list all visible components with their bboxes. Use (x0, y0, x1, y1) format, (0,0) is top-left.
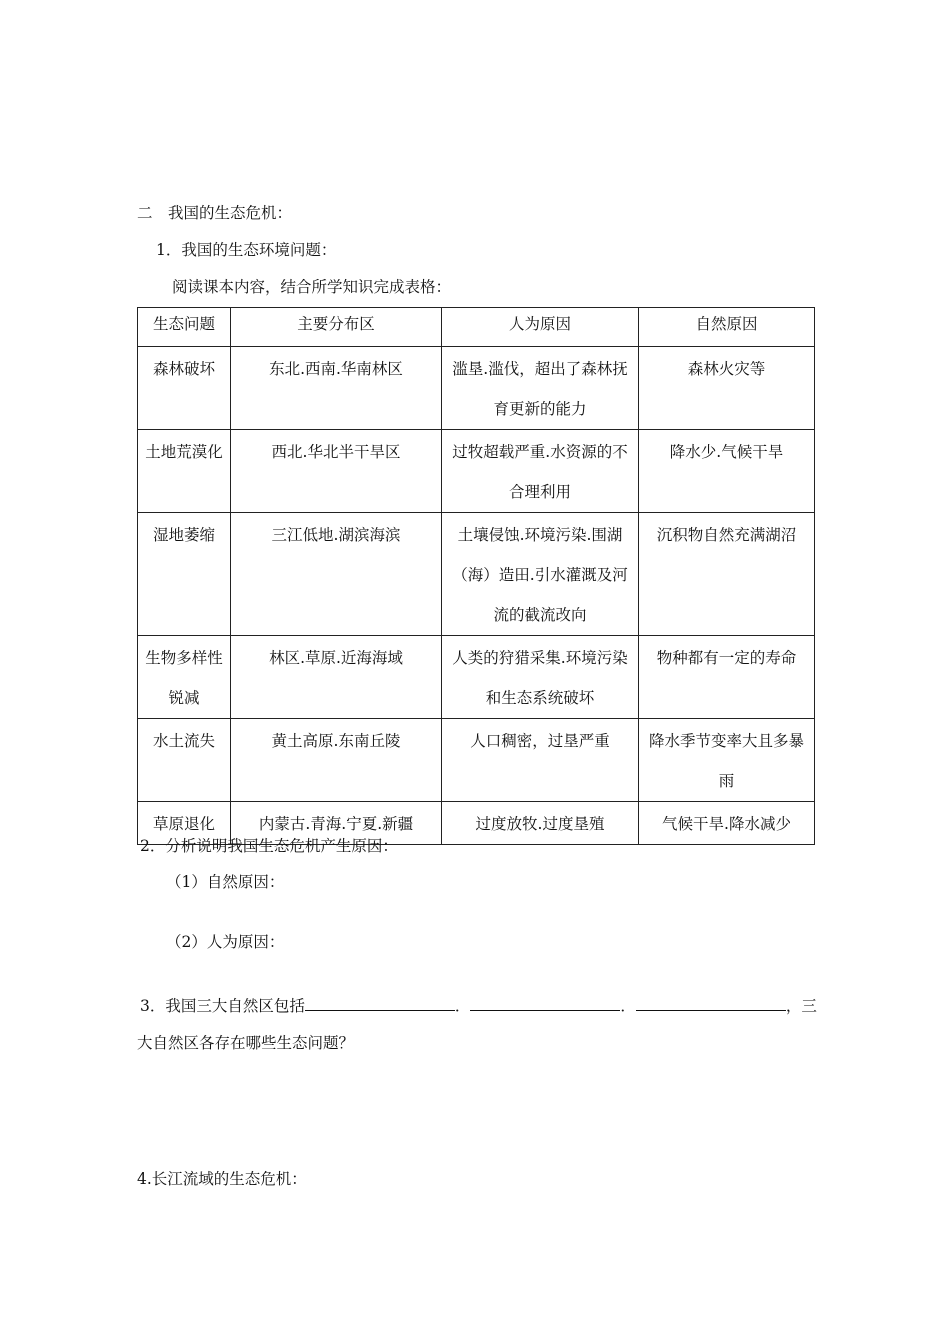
table-row (138, 347, 815, 430)
area-cell: 三江低地.湖滨海滨 (231, 513, 442, 636)
item1-title: 1．我国的生态环境问题： (156, 241, 337, 259)
answer-blank-3[interactable] (636, 994, 786, 1011)
natural-cause-cell: 降水季节变率大且多暴雨 (639, 719, 815, 802)
item3-prefix: 3．我国三大自然区包括 (140, 997, 305, 1015)
item2-human-cause-label: （2）人为原因： (166, 933, 285, 951)
human-cause-cell: 过牧超载严重.水资源的不合理利用 (442, 430, 639, 513)
natural-cause-cell: 森林火灾等 (639, 347, 815, 430)
answer-blank-2[interactable] (470, 994, 620, 1011)
item3-separator: ． (454, 997, 471, 1015)
human-cause-cell: 人类的狩猎采集.环境污染和生态系统破坏 (442, 636, 639, 719)
table-row (138, 513, 815, 636)
item2-title: 2．分析说明我国生态危机产生原因： (140, 837, 398, 855)
natural-cause-cell: 降水少.气候干旱 (639, 430, 815, 513)
section-title: 二 我国的生态危机： (137, 204, 293, 222)
header-cell: 自然原因 (639, 308, 815, 347)
item3-question-line (140, 994, 817, 1016)
human-cause-cell: 滥垦.滥伐，超出了森林抚育更新的能力 (442, 347, 639, 430)
problem-cell: 水土流失 (138, 719, 231, 802)
area-cell: 林区.草原.近海海域 (231, 636, 442, 719)
problem-cell: 土地荒漠化 (138, 430, 231, 513)
item2-natural-cause-label: （1）自然原因： (166, 873, 285, 891)
item3-end: ，三 (785, 997, 817, 1015)
human-cause-cell: 人口稠密，过垦严重 (442, 719, 639, 802)
problem-cell: 森林破坏 (138, 347, 231, 430)
natural-cause-cell: 沉积物自然充满湖沼 (639, 513, 815, 636)
answer-blank-1[interactable] (305, 994, 455, 1011)
table-row (138, 719, 815, 802)
natural-cause-cell: 气候干旱.降水减少 (639, 802, 815, 845)
item3-separator: ． (620, 997, 636, 1015)
header-cell: 人为原因 (442, 308, 639, 347)
human-cause-cell: 过度放牧.过度垦殖 (442, 802, 639, 845)
area-cell: 黄土高原.东南丘陵 (231, 719, 442, 802)
table-header-row (138, 308, 815, 347)
header-cell: 主要分布区 (231, 308, 442, 347)
eco-problems-table (137, 307, 815, 845)
area-cell: 内蒙古.青海.宁夏.新疆 (231, 802, 442, 845)
area-cell: 东北.西南.华南林区 (231, 347, 442, 430)
table-row (138, 430, 815, 513)
item4-title: 4.长江流域的生态危机： (137, 1170, 307, 1188)
header-cell: 生态问题 (138, 308, 231, 347)
problem-cell: 草原退化 (138, 802, 231, 845)
table-row (138, 636, 815, 719)
natural-cause-cell: 物种都有一定的寿命 (639, 636, 815, 719)
human-cause-cell: 土壤侵蚀.环境污染.围湖（海）造田.引水灌溉及河流的截流改向 (442, 513, 639, 636)
item1-intro: 阅读课本内容，结合所学知识完成表格： (172, 278, 452, 296)
problem-cell: 生物多样性锐减 (138, 636, 231, 719)
area-cell: 西北.华北半干旱区 (231, 430, 442, 513)
item3-question-continuation: 大自然区各存在哪些生态问题？ (137, 1034, 355, 1052)
problem-cell: 湿地萎缩 (138, 513, 231, 636)
